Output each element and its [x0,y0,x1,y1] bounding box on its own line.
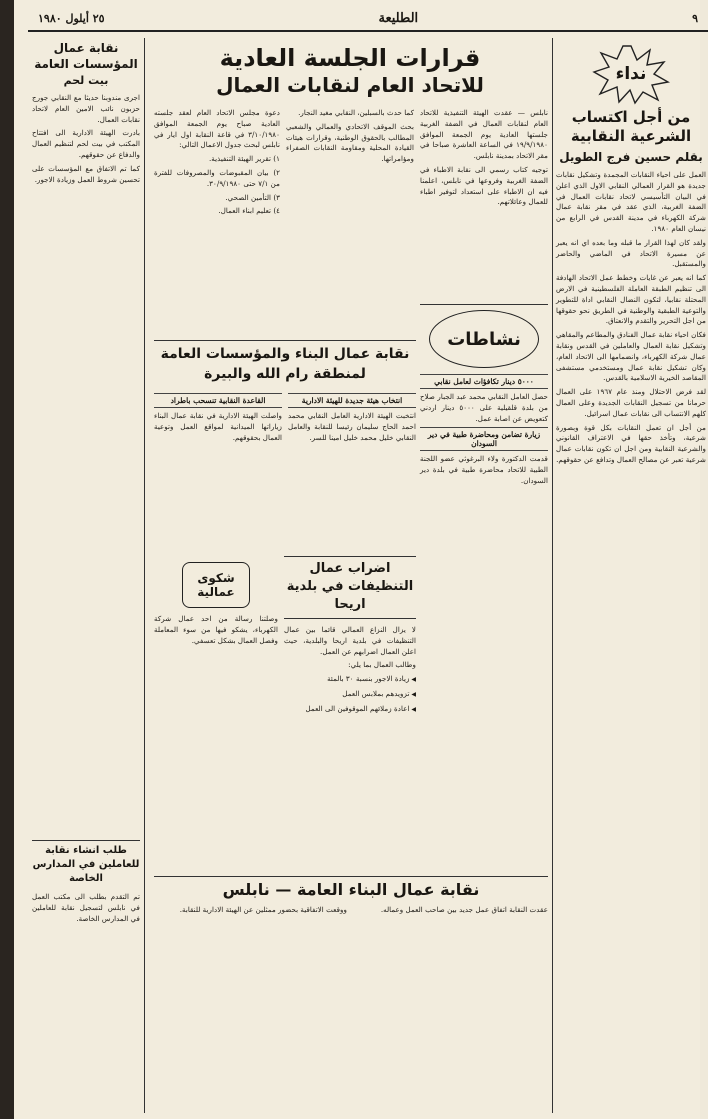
decisions-headline [154,44,546,98]
publication-name: الطليعة [378,10,419,26]
nablus-para-2: ووقعت الاتفاقية بحضور ممثلين عن الهيئة الادارية للنقابة. [179,905,347,914]
construction-subhead-1: انتخاب هيئة جديدة للهيئة الادارية [288,393,416,408]
decisions-c-2: ١) تقرير الهيئة التنفيذية. [208,154,280,164]
activities-badge-label: نشاطات [447,328,521,350]
public-institutions-section [32,40,140,830]
activities-text-2: قدمت الدكتورة ولاء البرغوثي عضو اللجنة الطبية للاتحاد محاضرة طبية في بلدة دير السودان. [420,454,548,485]
decisions-b-1: كما حدث بالسبلين، النقابي مغيد النجار. [298,108,414,117]
page-number: ٩ [692,11,698,25]
decisions-c-4: ٣) التأمين الصحي. [225,192,280,202]
nidaa-para-6: من أجل ان تعمل النقابات بكل قوة وبصورة شرعية، وتأخذ حقها في الاعتراف القانوني والشرعية النقابية ومن اجل ان تكون نقابات عمال شرعية تعبر عن مصالح العمال وتدافع عن حقوقهم. [556,422,706,464]
public-institutions-para-2: بادرت الهيئة الادارية الى افتتاح المكتب في بيت لحم لتنظيم العمال والدفاع عن حقوقهم. [32,128,140,159]
jericho-demand-1: ◀ زيادة الاجور بنسبة ٣٠ بالمئة [284,674,416,686]
complaint-text: وصلتنا رسالة من احد عمال شركة الكهرباء، يشكو فيها من سوء المعاملة وفصل العمال بشكل تعسفي. [154,614,278,645]
public-institutions-place: بيت لحم [63,74,109,87]
decisions-a-1: نابلس — عقدت الهيئة التنفيذية للاتحاد العام لنقابات العمال في الضفة الغربية جلستها العادية يوم الجمعة الموافق ١٩/٩/١٩٨٠ في الساعة العاشرة صباحا في مقر الاتحاد بمدينة نابلس. [420,108,548,161]
decisions-subtitle: للاتحاد العام لنقابات العمال [216,73,484,97]
jericho-section [284,560,416,870]
nidaa-badge [592,44,670,104]
decisions-b-2: بحث الموقف الاتحادي والعمالي والشعبي المطالب بالحقوق الوطنية، وقرارات هيئات القيادة المحلية ومقاومة النقابات الصفراء ومؤامراتها. [286,121,414,164]
jericho-para-1: لا يزال النزاع العمالي قائما بين عمال التنظيفات في بلدية اريحا والبلدية، حيث اعلن العمال اضرابهم عن العمل. [284,625,416,656]
nablus-construction-title: نقابة عمال البناء العامة — نابلس [222,880,480,899]
activities-badge [429,310,539,368]
decisions-a-2: توجيه كتاب رسمي الى نقابة الاطباء في الضفة الغربية وفروعها في نابلس، اعلمنا فيه ان الاطباء على استعداد لتوفير اطباء للعمال وعائلاتهم. [420,164,548,207]
decisions-c-3: ٢) بيان المقبوضات والمصروفات للفترة من ٧/١ حتى ٣٠/٩/١٩٨٠. [154,167,280,188]
jericho-title: اضراب عمال التنظيفات في بلدية اريحا [284,560,416,619]
public-institutions-para-1: اجرى مندوبنا حديثا مع النقابي جورج حزبون نائب الامين العام لاتحاد نقابات العمال. [32,93,140,124]
nidaa-badge-label: نداء [615,64,647,84]
nidaa-para-3: كما انه يعبر عن غايات وخطط عمل الاتحاد الهادفة الى تنظيم الطبقة العاملة الفلسطينية في الارض المحتلة نقابيا، لتكون النضال النقابي اداة للتطوير والتوعية الطبقية والوطنية في الطريق نحو حقوقها من اجل التحرير والتقدم والانعتاق. [556,273,706,326]
activities-section [420,308,548,868]
construction-para-2: واصلت الهيئة الادارية في نقابة عمال البناء زياراتها الميدانية لمواقع العمل وتوعية العمال بحقوقهم. [154,411,282,442]
nidaa-para-4: فكان احياء نقابة عمال الفنادق والمطاعم والمقاهي وتشكيل نقابة العمال والعاملين في القدس ونقابة عمال شركة الكهرباء، وانضمامها الى الاتحاد العام، وكان تشكيل نقابة عمال ومستخدمي مستشفى المقاصد الخيرية الاسلامية بالقدس. [556,330,706,383]
decisions-c-1: دعوة مجلس الاتحاد العام لعقد جلسته العادية صباح يوم الجمعة الموافق ٣/١٠/١٩٨٠ في قاعة النقابة اول ايار في نابلس لبحث جدول الاعمال التالي: [154,108,280,150]
page-header [28,6,708,32]
jericho-demand-3: ◀ اعادة زملائهم الموقوفين الى العمل [284,704,416,716]
public-institutions-para-3: كما تم الاتفاق مع المؤسسات على تحسين شروط العمل وزيادة الاجور. [32,163,140,184]
complaint-badge [182,562,250,608]
jericho-para-2: وطالب العمال بما يلي: [348,660,416,670]
nidaa-author: بقلم حسين فرج الطويل [559,150,703,164]
nidaa-column [556,40,706,1115]
private-schools-text: تم التقدم بطلب الى مكتب العمل في نابلس لتسجيل نقابة للعاملين في المدارس الخاصة. [32,892,140,923]
private-schools-section [32,844,140,1110]
nidaa-para-1: العمل على احياء النقابات المجمدة وتشكيل نقابات جديدة هو القرار العمالي النقابي الاول الذي اعلن في البيان التأسيسي لاتحاد نقابات العمال في الضفة الغربية، الذي عقد في مقر نقابة عمال شركة الكهرباء في مدينة القدس في الرابع من نيسان العام ١٩٨٠. [556,170,706,233]
decisions-col-b [286,108,414,348]
nablus-construction-section [154,880,548,1110]
private-schools-title: طلب انشاء نقابة للعاملين في المدارس الخاصة [32,845,140,884]
nablus-para-1: عقدت النقابة اتفاق عمل جديد بين صاحب العمل وعماله. [380,905,548,914]
construction-union-section [154,344,416,544]
activities-head-1: ٥٠٠٠ دينار تكافؤات لعامل نقابي [420,374,548,389]
decisions-c-5: ٤) تعليم ابناء العمال. [218,206,280,216]
decisions-col-a [420,108,548,298]
decisions-col-c [154,108,280,348]
construction-subhead-2: القاعدة النقابية تنسحب باطراد [154,393,282,408]
construction-union-title: نقابة عمال البناء والمؤسسات العامة لمنطقة رام الله والبيرة [160,346,410,382]
nidaa-para-2: ولقد كان لهذا القرار ما قبله وما بعده اي انه يعبر عن مسيرة الاتحاد في الماضي والحاضر والمستقبل. [556,237,706,269]
activities-text-1: حصل العامل النقابي محمد عبد الجبار صلاح من بلدة قلقيلية على ٥٠٠٠ دينار اردني كتعويض عن اصابة عمل. [420,392,549,423]
decisions-title: قرارات الجلسة العادية [219,44,481,72]
public-institutions-title: نقابة عمال المؤسسات العامة [34,41,138,71]
activities-head-2: زيارة تضامن ومحاضرة طبية في دير السودان [420,427,548,451]
nidaa-para-5: لقد فرض الاحتلال ومنذ عام ١٩٦٧ على العمال حرمانا من تسجيل النقابات الجديدة وعلى العمال كلهم الانتساب الى نقابات عمال اسرائيل. [556,387,707,418]
construction-para-1: انتخبت الهيئة الادارية العامل النقابي محمد احمد الحاج سليمان رئيسا للنقابة والعامل النقابي خليل محمد خليل امينا للسر. [288,411,416,442]
complaint-badge-label: شكوى عمالية [197,571,235,599]
jericho-demand-2: ◀ تزويدهم بملابس العمل [284,689,416,701]
issue-date: ٢٥ أيلول ١٩٨٠ [38,11,105,25]
nidaa-title: من أجل اكتساب الشرعية النقابية [570,108,692,145]
complaint-section [154,560,278,870]
